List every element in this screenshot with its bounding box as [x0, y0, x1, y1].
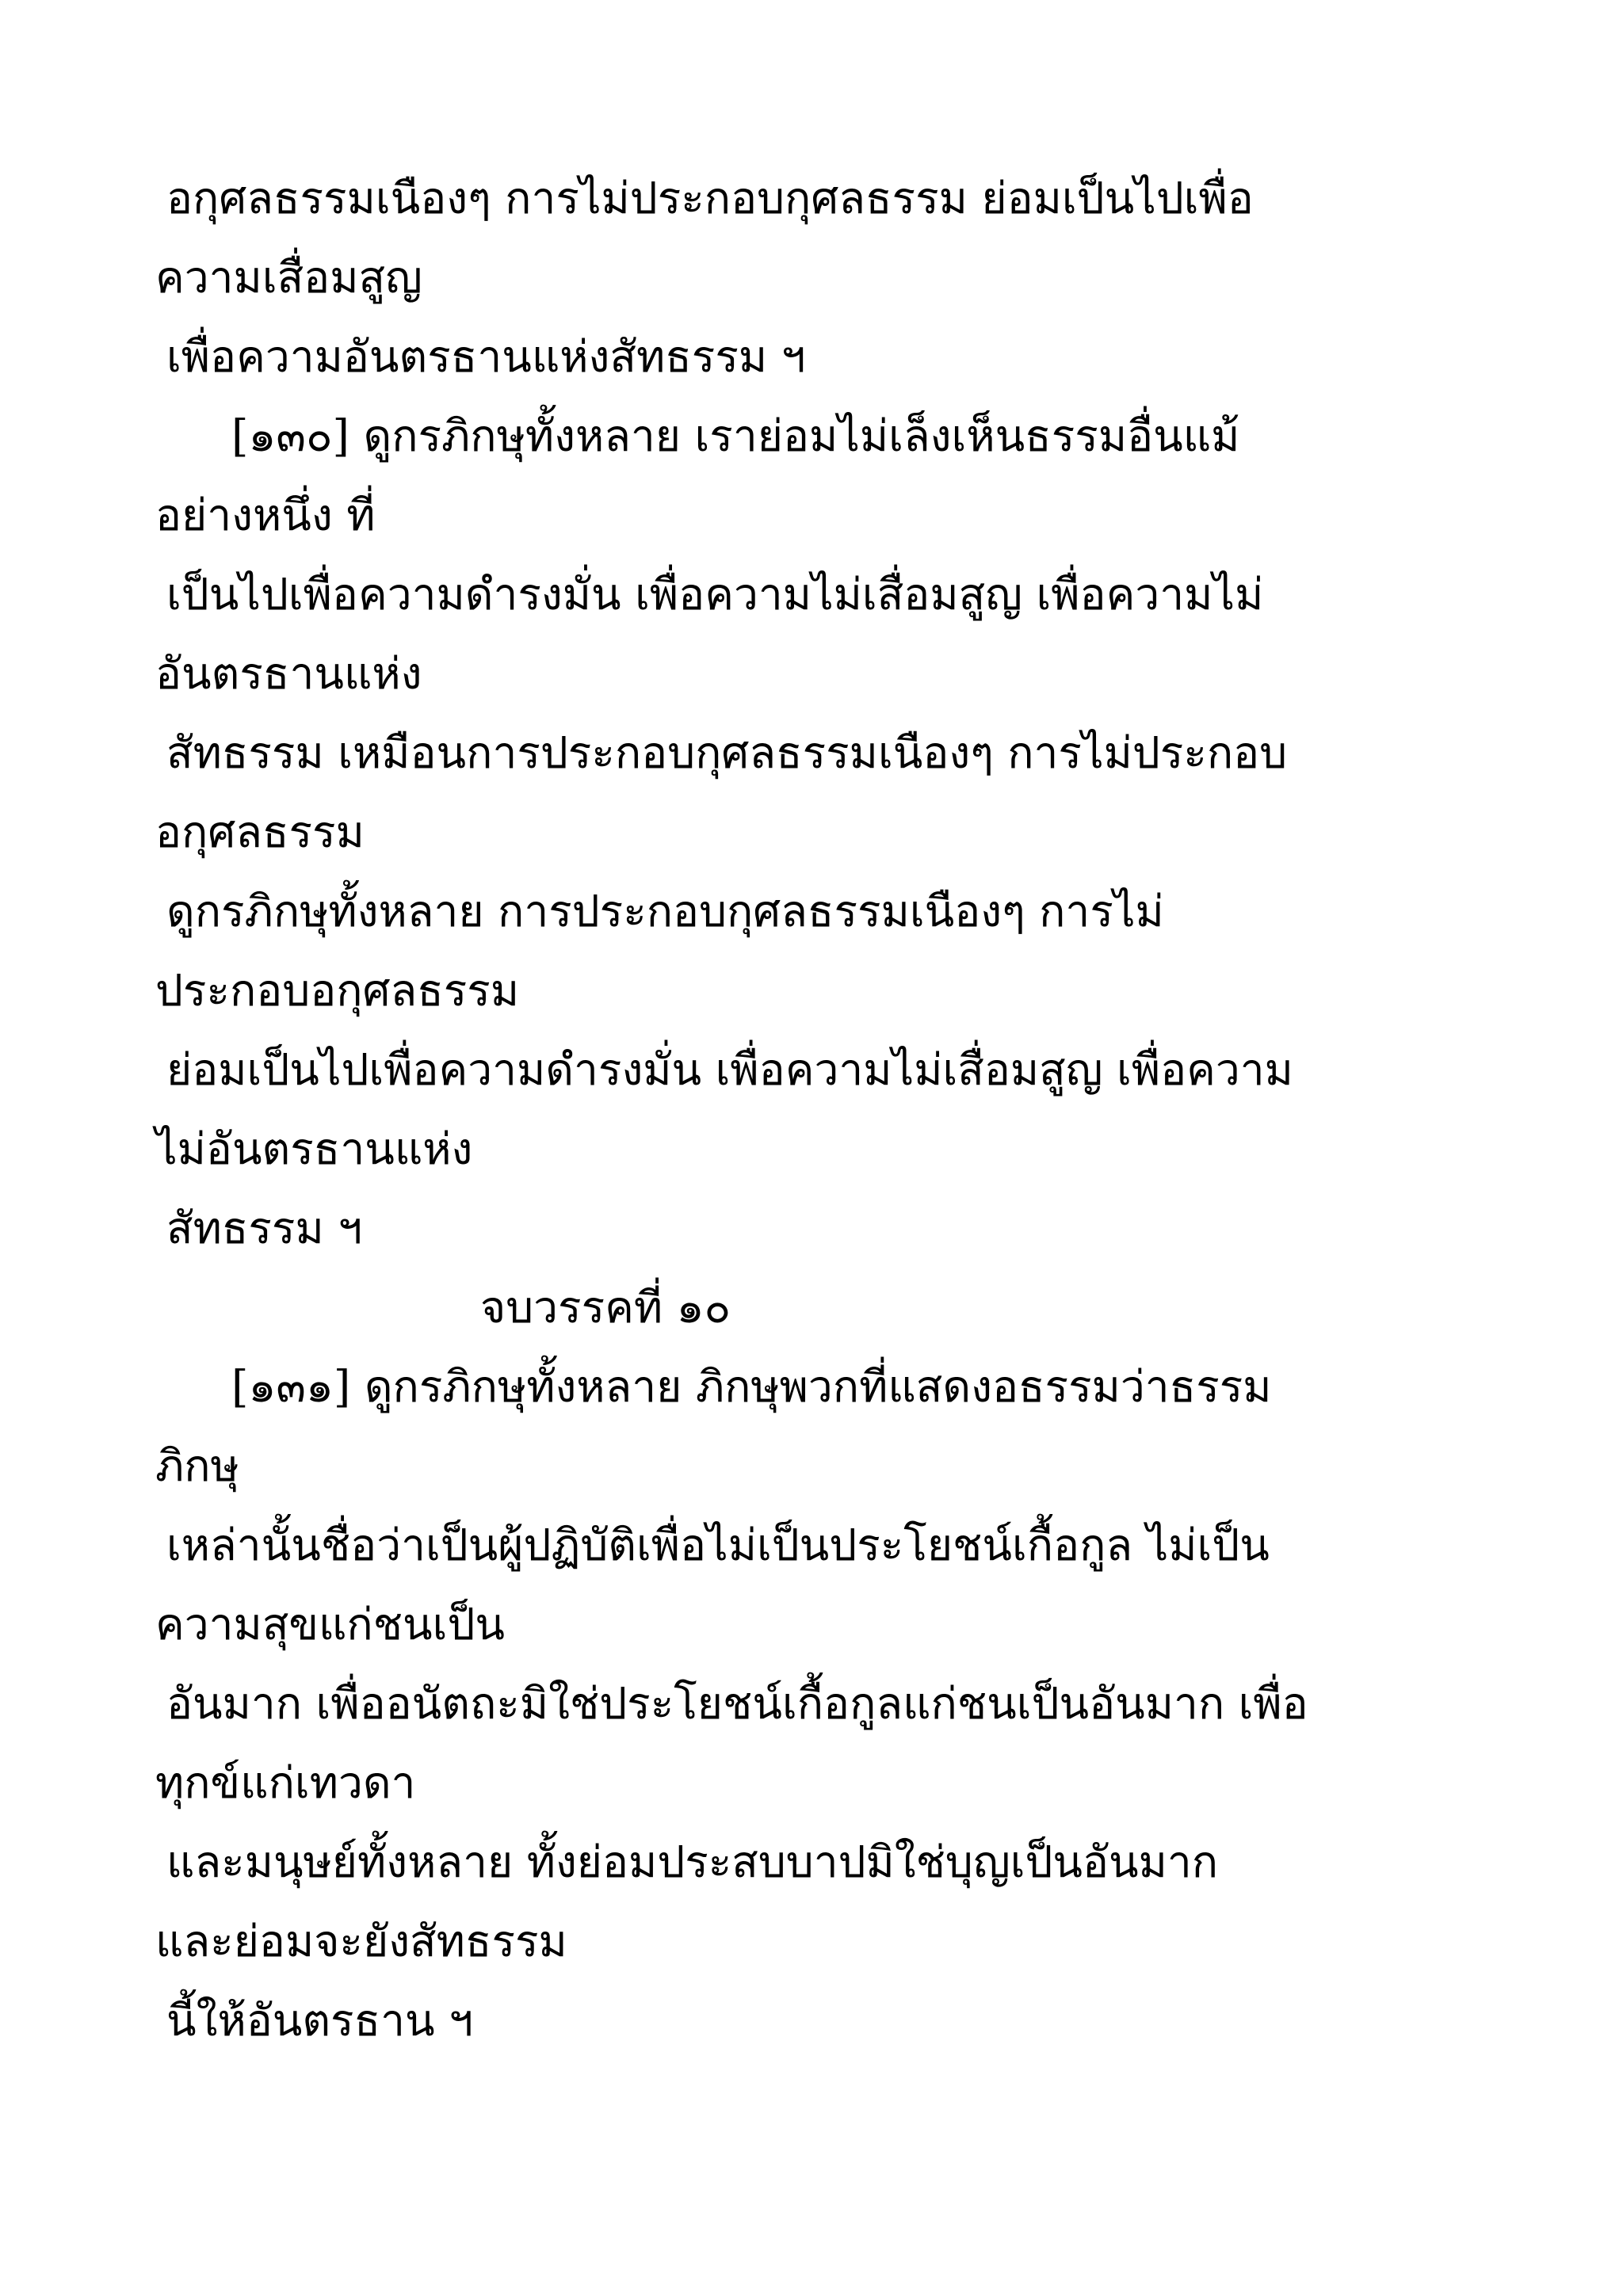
text-block	[155, 158, 1598, 2060]
text-line: ภิกษุ	[155, 1440, 239, 1491]
text-line: อกุศลธรรม	[155, 807, 365, 857]
paragraph-131-start: [๑๓๑] ดูกรภิกษุทั้งหลาย ภิกษุพวกที่แสดงอธรรมว่าธรรม	[231, 1361, 1272, 1412]
text-line: ความเสื่อมสูญ	[155, 252, 422, 303]
text-line: นี้ให้อันตรธาน ฯ	[166, 1995, 474, 2046]
text-line: ดูกรภิกษุทั้งหลาย การประกอบกุศลธรรมเนืองๆ การไม่	[166, 886, 1164, 936]
text-line: และย่อมจะยังสัทธรรม	[155, 1916, 567, 1966]
text-line: เพื่อความอันตรธานแห่งสัทธรรม ฯ	[166, 331, 806, 382]
paragraph-130-start: [๑๓๐] ดูกรภิกษุทั้งหลาย เราย่อมไม่เล็งเห็นธรรมอื่นแม้	[231, 410, 1240, 461]
text-line: อกุศลธรรมเนืองๆ การไม่ประกอบกุศลธรรม ย่อมเป็นไปเพื่อ	[166, 173, 1254, 223]
chapter-end-heading: จบวรรคที่ ๑๐	[480, 1282, 731, 1333]
text-line: เป็นไปเพื่อความดำรงมั่น เพื่อความไม่เสื่อมสูญ เพื่อความไม่	[166, 569, 1264, 620]
text-line: อย่างหนึ่ง ที่	[155, 490, 376, 540]
text-line: ย่อมเป็นไปเพื่อความดำรงมั่น เพื่อความไม่เสื่อมสูญ เพื่อความ	[166, 1044, 1293, 1095]
text-line: อันมาก เพื่ออนัตถะมิใช่ประโยชน์เกื้อกูลแก่ชนเป็นอันมาก เพื่อ	[166, 1678, 1308, 1729]
text-line: เหล่านั้นชื่อว่าเป็นผู้ปฏิบัติเพื่อไม่เป็นประโยชน์เกื้อกูล ไม่เป็น	[166, 1520, 1270, 1570]
text-line: ประกอบอกุศลธรรม	[155, 965, 520, 1016]
text-line: สัทธรรม เหมือนการประกอบกุศลธรรมเนืองๆ การไม่ประกอบ	[166, 727, 1288, 778]
text-line: ไม่อันตรธานแห่ง	[155, 1123, 473, 1174]
text-line: และมนุษย์ทั้งหลาย ทั้งย่อมประสบบาปมิใช่บุญเป็นอันมาก	[166, 1836, 1219, 1887]
text-line: อันตรธานแห่ง	[155, 648, 422, 699]
text-line: สัทธรรม ฯ	[166, 1203, 363, 1253]
text-line: ความสุขแก่ชนเป็น	[155, 1599, 505, 1650]
text-line: ทุกข์แก่เทวดา	[155, 1757, 416, 1808]
